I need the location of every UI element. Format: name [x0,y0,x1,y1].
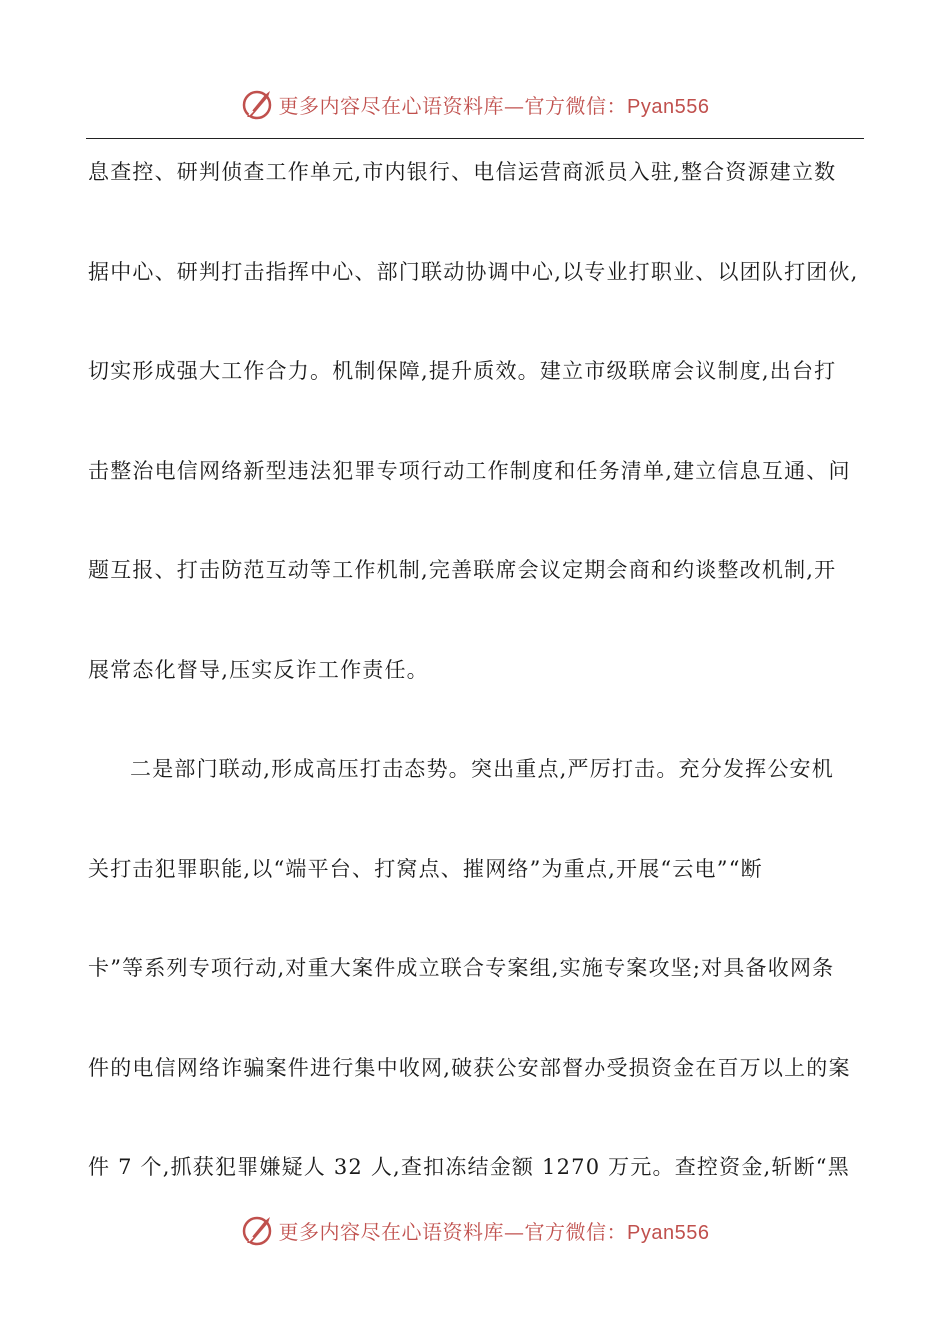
banner-handle: Pyan556 [627,95,710,118]
header-divider [86,138,864,139]
text-line: 件的电信网络诈骗案件进行集中收网,破获公安部督办受损资金在百万以上的案 [88,1055,851,1080]
text-line: 击整治电信网络新型违法犯罪专项行动工作制度和任务清单,建立信息互通、问 [88,458,851,483]
text-line: 关打击犯罪职能,以“端平台、打窝点、摧网络”为重点,开展“云电”“断 [88,856,763,881]
text-line: 切实形成强大工作合力。机制保障,提升质效。建立市级联席会议制度,出台打 [88,359,837,383]
pen-logo-icon [241,87,275,121]
banner-label: 更多内容尽在心语资料库—官方微信：Pyan556 [278,93,710,118]
header-banner [0,82,950,126]
paragraph-start-line: 二是部门联动,形成高压打击态势。突出重点,严厉打击。充分发挥公安机 [130,757,834,781]
footer-banner [0,1208,950,1252]
text-line: 件 7 个,抓获犯罪嫌疑人 32 人,查扣冻结金额 1270 万元。查控资金,斩断“黑 [88,1155,850,1179]
document-body [88,148,864,1243]
text-line: 展常态化督导,压实反诈工作责任。 [88,657,429,682]
text-line: 题互报、打击防范互动等工作机制,完善联席会议定期会商和约谈整改机制,开 [88,558,837,582]
text-line: 息查控、研判侦查工作单元,市内银行、电信运营商派员入驻,整合资源建立数 [88,160,837,184]
text-line: 卡”等系列专项行动,对重大案件成立联合专案组,实施专案攻坚;对具备收网条 [88,956,835,980]
banner-label: 更多内容尽在心语资料库—官方微信：Pyan556 [278,1219,710,1244]
text-line: 据中心、研判打击指挥中心、部门联动协调中心,以专业打职业、以团队打团伙, [88,259,859,284]
banner-handle: Pyan556 [627,1221,710,1244]
pen-logo-icon [241,1213,275,1247]
